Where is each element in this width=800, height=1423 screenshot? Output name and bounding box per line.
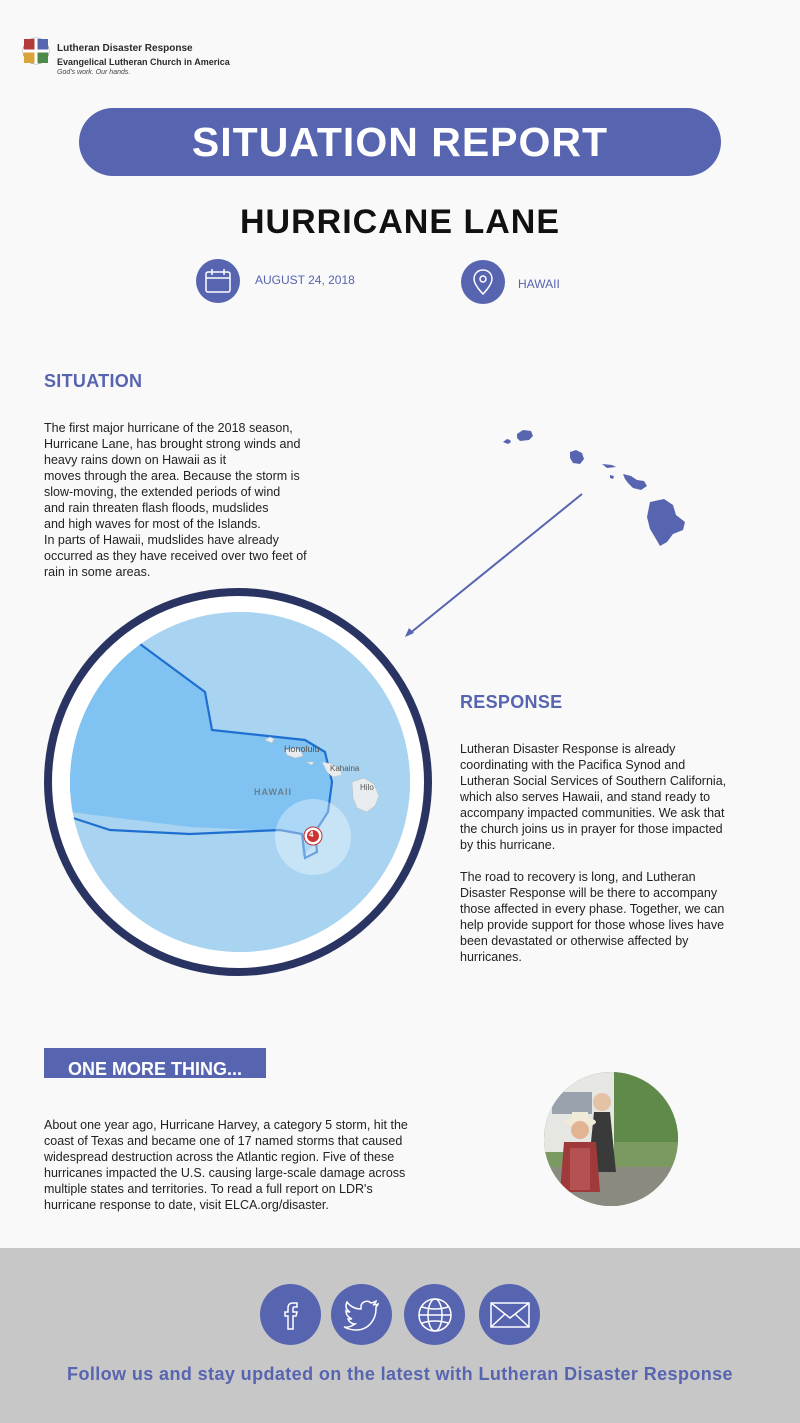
response-paragraph-1: Lutheran Disaster Response is already coordinating with the Pacifica Synod and Lutheran Social Services of Southern California, which also serves Hawaii, and stand ready to accompany impacted communities. We ask that the church joins us in prayer for those impacted by this hurricane. xyxy=(460,742,727,852)
storm-category-marker: 4 xyxy=(309,830,314,839)
map-label-hawaii: HAWAII xyxy=(254,787,293,797)
calendar-icon xyxy=(196,259,240,303)
footer xyxy=(0,1248,800,1423)
situation-text: The first major hurricane of the 2018 season, Hurricane Lane, has brought strong winds and heavy rains down on Hawaii as it moves through the area. Because the storm is slow-moving, the extended periods of wind and rain threaten flash floods, mudslides and high waves for most of the Islands. In parts of Hawaii, mudslides have already occurred as they have received over two feet of rain in some areas. xyxy=(44,421,307,579)
map-label-hilo: Hilo xyxy=(360,783,374,792)
report-date: AUGUST 24, 2018 xyxy=(255,273,355,287)
hurricane-track-map xyxy=(70,612,410,952)
twitter-icon[interactable] xyxy=(331,1284,392,1345)
situation-heading: SITUATION xyxy=(44,371,143,391)
map-label-honolulu: Honolulu xyxy=(284,744,320,754)
org-parent: Evangelical Lutheran Church in America xyxy=(57,57,230,67)
report-title: HURRICANE LANE xyxy=(240,203,560,241)
report-location: HAWAII xyxy=(518,277,560,291)
org-name: Lutheran Disaster Response xyxy=(57,43,193,54)
response-paragraph-2: The road to recovery is long, and Lutheran Disaster Response will be there to accompany those affected in every phase. Together, we can help provide support for those whose lives have been devastated or otherwise affected by hurricanes. xyxy=(460,870,725,964)
follow-us-text: Follow us and stay updated on the latest with Lutheran Disaster Response xyxy=(67,1364,733,1384)
elca-cross-logo xyxy=(22,37,50,65)
org-tagline: God's work. Our hands. xyxy=(57,69,131,76)
response-heading: RESPONSE xyxy=(460,692,563,712)
map-label-kahaina: Kahaina xyxy=(330,764,360,773)
facebook-icon[interactable] xyxy=(260,1284,321,1345)
mail-icon[interactable] xyxy=(479,1284,540,1345)
one-more-thing-text: About one year ago, Hurricane Harvey, a category 5 storm, hit the coast of Texas and became one of 17 named storms that caused widespread destruction across the Atlantic region. Five of these hurricanes impacted the U.S. causing large-scale damage across multiple states and territories. To read a full report on LDR's hurricane response to date, visit ELCA.org/disaster. xyxy=(44,1118,408,1212)
volunteers-photo xyxy=(544,1072,678,1206)
location-pin-icon xyxy=(461,260,505,304)
one-more-thing-heading: ONE MORE THING... xyxy=(44,1048,266,1078)
hawaii-islands-graphic xyxy=(395,420,695,650)
globe-icon[interactable] xyxy=(404,1284,465,1345)
situation-report-banner: SITUATION REPORT xyxy=(79,108,721,176)
